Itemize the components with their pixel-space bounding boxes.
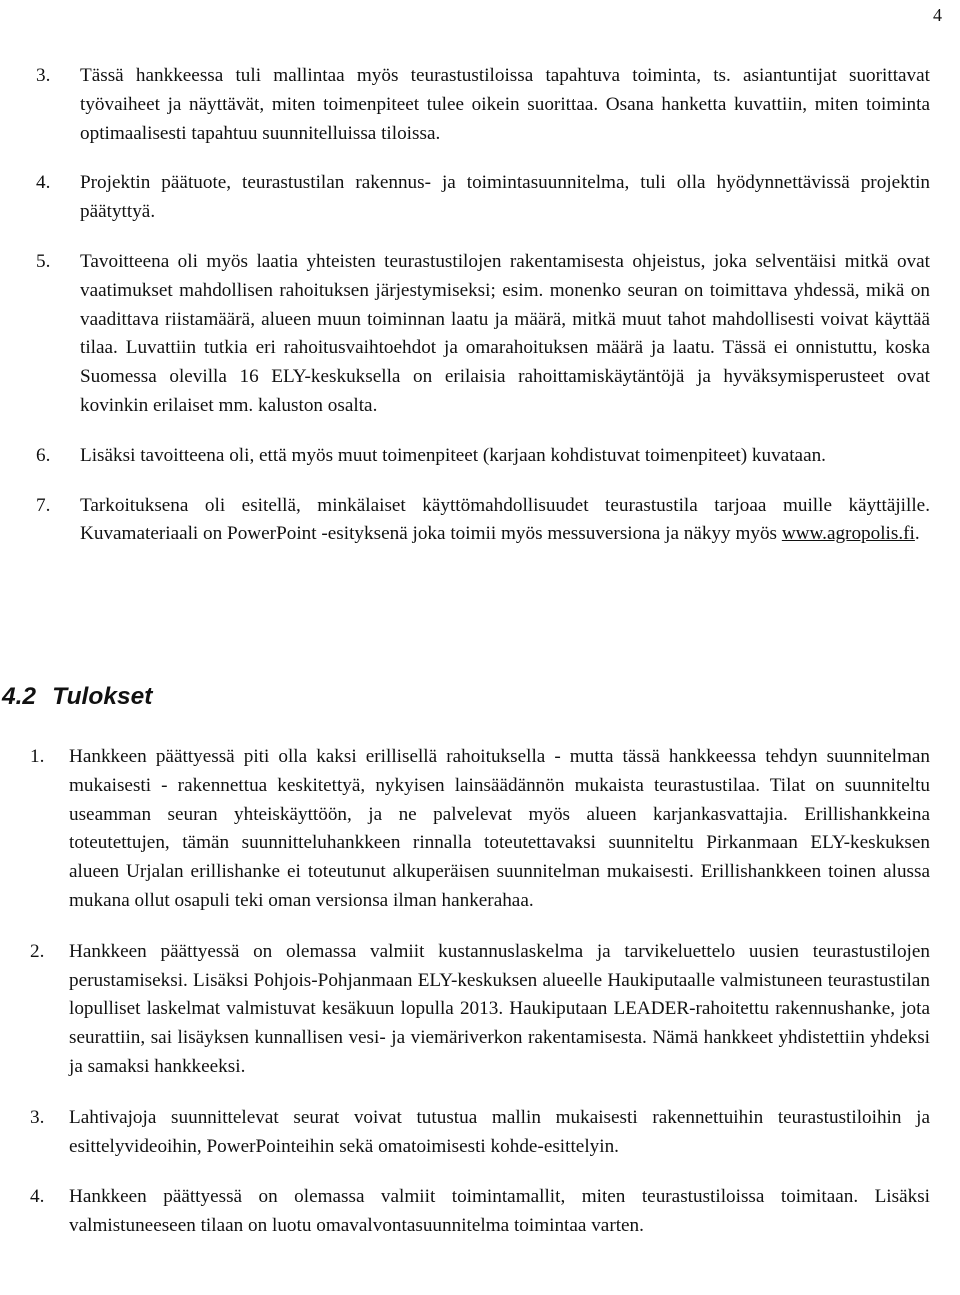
agropolis-link[interactable]: www.agropolis.fi	[781, 523, 915, 545]
result-text: Hankkeen päättyessä on olemassa valmiit kustannuslaskelma ja tarvikeluettelo uusien teurastustilojen perustamiseksi. Lisäksi Pohjois-Pohjanmaan ELY-keskuksen alueelle Haukiputaalle valmistuneen teurastustilan lopulliset laskelmat valmistuvat kesäkuun lopulla 2013. Haukiputaan LEADER-rahoitettu rakennushanke, jota seurattiin, sai lisäyksen kunnallisen vesi- ja viemäriverkon rakentamisesta. Nämä hankkeet yhdistettiin yhdeksi ja samaksi hankkeeksi.	[69, 940, 930, 1077]
list-number: 6.	[36, 444, 51, 466]
result-text: Hankkeen päättyessä on olemassa valmiit toimintamallit, miten teurastustiloissa toimitaan. Lisäksi valmistuneeseen tilaan on luotu omavalvontasuunnitelma toimintaa varten.	[69, 1186, 930, 1237]
list-number: 1.	[30, 746, 45, 767]
section-title: Tulokset	[52, 683, 153, 710]
result-item-3	[0, 1104, 960, 1162]
section-number: 4.2	[2, 683, 37, 710]
list-number: 7.	[36, 494, 51, 516]
goals-list	[0, 62, 960, 570]
list-number: 3.	[30, 1106, 45, 1128]
list-number: 5.	[36, 250, 51, 272]
goal-text: Lisäksi tavoitteena oli, että myös muut toimenpiteet (karjaan kohdistuvat toimenpiteet) kuvataan.	[80, 444, 826, 466]
list-number: 3.	[36, 65, 51, 86]
goal-item-3	[0, 62, 960, 148]
result-text: Lahtivajoja suunnittelevat seurat voivat tutustua mallin mukaisesti rakennettuihin teurastustiloihin ja esittelyvideoihin, PowerPointeihin sekä omatoimisesti kohde-esittelyin.	[69, 1106, 930, 1157]
goal-item-4	[0, 169, 960, 227]
result-item-4	[0, 1183, 960, 1241]
goal-item-7	[0, 492, 960, 550]
goal-item-5	[0, 248, 960, 421]
goal-text-after-link: .	[914, 523, 920, 545]
goal-text: Tässä hankkeessa tuli mallintaa myös teurastustiloissa tapahtuva toiminta, ts. asiantuntijat suorittavat työvaiheet ja näyttävät, miten toimenpiteet tulee oikein suorittaa. Osana hanketta kuvattiin, miten toiminta optimaalisesti tapahtuu suunnitelluissa tiloissa.	[80, 65, 930, 144]
goal-item-6	[0, 442, 960, 471]
list-number: 4.	[30, 1186, 45, 1208]
goal-text-before-link: Tarkoituksena oli esitellä, minkälaiset käyttömahdollisuudet teurastustila tarjoaa muille käyttäjille. Kuvamateriaali on PowerPoint -esityksenä joka toimii myös messuversiona ja näkyy myös	[80, 494, 930, 545]
results-list	[0, 743, 960, 1263]
goal-text	[80, 492, 930, 550]
result-item-1	[0, 743, 960, 916]
goal-text: Projektin päätuote, teurastustilan rakennus- ja toimintasuunnitelma, tuli olla hyödynnettävissä projektin päätyttyä.	[80, 172, 930, 223]
list-number: 2.	[30, 940, 45, 962]
section-heading	[2, 680, 152, 714]
result-text: Hankkeen päättyessä piti olla kaksi erillisellä rahoituksella - mutta tässä hankkeessa tehdyn suunnitelman mukaisesti - rakennettua keskitettyä, nykyisen lainsäädännön mukaista teurastustilaa. Tilat on suunniteltu useamman seuran yhteiskäyttöön, ja ne palvelevat myös alueen karjankasvattajia. Erillishankkeina toteutettujen, tämän suunnitteluhankkeen rinnalla toteutettavaksi suunniteltu Pirkanmaan ELY-keskuksen alueen Urjalan erillishanke ei toteutunut alkuperäisen suunnitelman mukaisesti. Erillishankkeen toinen alussa mukana ollut osapuli teki oman versionsa ilman hankerahaa.	[69, 746, 930, 911]
result-item-2	[0, 938, 960, 1082]
goal-text: Tavoitteena oli myös laatia yhteisten teurastustilojen rakentamisesta ohjeistus, joka selventäisi mitkä ovat vaatimukset mahdollisen rahoituksen järjestymiseksi; esim. monenko seuran on toimittava yhdessä, mikä on vaadittava riistamäärä, alueen muun toiminnan laatu ja määrä, mitkä muut tahot mahdollisesti voivat käyttää tilaa. Luvattiin tutkia eri rahoitusvaihtoehdot ja omarahoituksen määrä ja laatu. Tässä ei onnistuttu, koska Suomessa olevilla 16 ELY-keskuksella on erilaisia rahoittamiskäytäntöjä ja hyväksymisperusteet ovat kovinkin erilaiset mm. kaluston osalta.	[80, 250, 930, 416]
list-number: 4.	[36, 172, 51, 194]
page-number: 4	[933, 5, 942, 25]
